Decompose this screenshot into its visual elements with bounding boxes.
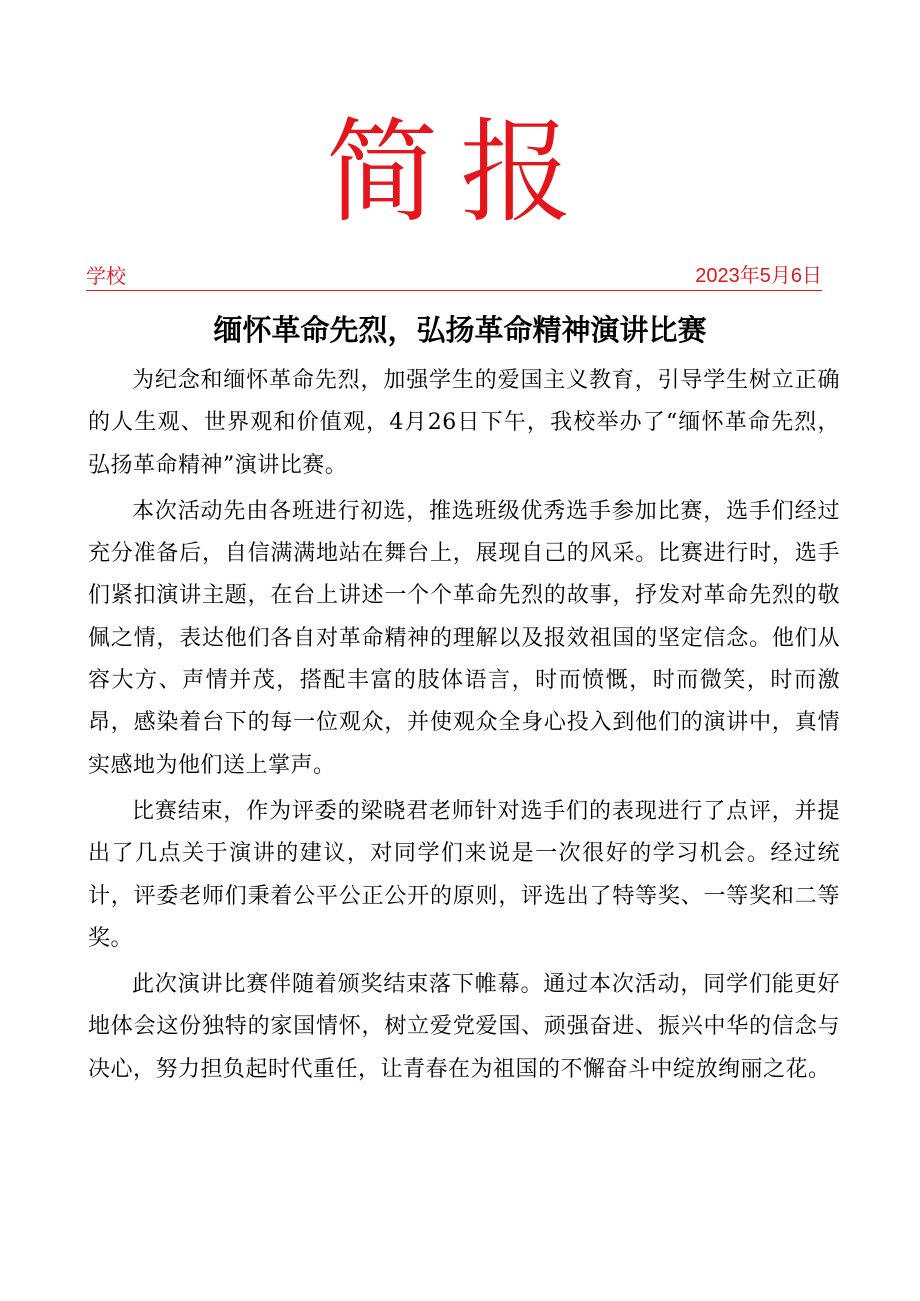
paragraph: 为纪念和缅怀革命先烈，加强学生的爱国主义教育，引导学生树立正确的人生观、世界观和价值观，4月26日下午，我校举办了“缅怀革命先烈，弘扬革命精神”演讲比赛。 xyxy=(88,368,840,478)
masthead-title: 简报 xyxy=(326,108,594,238)
paragraph: 此次演讲比赛伴随着颁奖结束落下帷幕。通过本次活动，同学们能更好地体会这份独特的家国情怀，树立爱党爱国、顽强奋进、振兴中华的信念与决心，努力担负起时代重任，让青春在为祖国的不懈奋斗中绽放绚丽之花。 xyxy=(88,972,840,1082)
school-label: 学校 xyxy=(86,264,126,288)
article-body xyxy=(88,360,840,1095)
paragraph: 比赛结束，作为评委的梁晓君老师针对选手们的表现进行了点评，并提出了几点关于演讲的建议，对同学们来说是一次很好的学习机会。经过统计，评委老师们秉着公平公正公开的原则，评选出了特等奖、一等奖和二等奖。 xyxy=(88,798,840,951)
paragraph: 本次活动先由各班进行初选，推选班级优秀选手参加比赛，选手们经过充分准备后，自信满满地站在舞台上，展现自己的风采。比赛进行时，选手们紧扣演讲主题，在台上讲述一个个革命先烈的故事，抒发对革命先烈的敬佩之情，表达他们各自对革命精神的理解以及报效祖国的坚定信念。他们从容大方、声情并茂，搭配丰富的肢体语言，时而愤慨，时而微笑，时而激昂，感染着台下的每一位观众，并使观众全身心投入到他们的演讲中，真情实感地为他们送上掌声。 xyxy=(88,498,840,778)
article-headline: 缅怀革命先烈，弘扬革命精神演讲比赛 xyxy=(213,313,707,347)
header-bar xyxy=(86,262,822,291)
issue-date: 2023年5月6日 xyxy=(695,265,822,287)
